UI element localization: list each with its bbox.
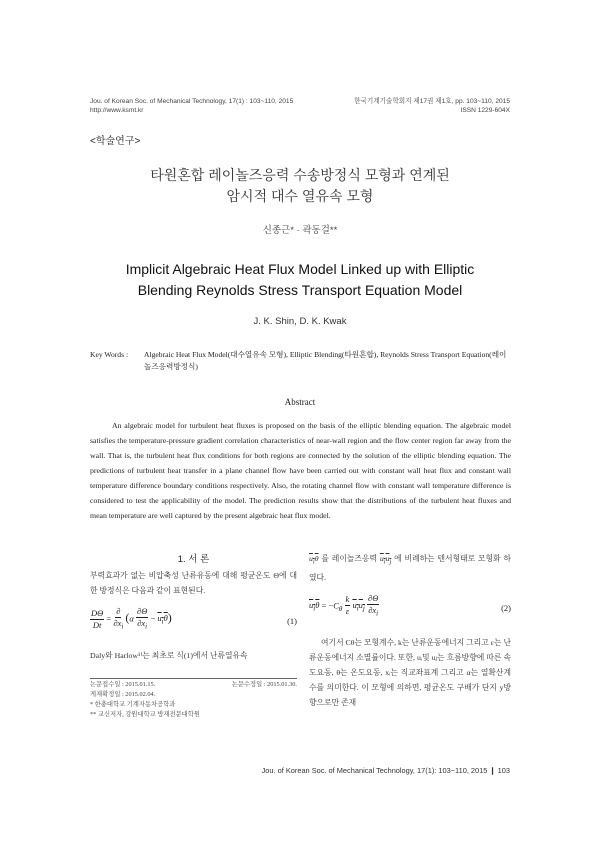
footnotes (90, 680, 297, 720)
journal-citation-korean: 한국기계기술학회지 제17권 제1호, pp. 103~110, 2015 (354, 98, 510, 105)
right-paragraph-1: $u_i\theta$ 를 레이놀즈응력 $u_iu_j$ 에 비례하는 텐서형태로 모형화 하였다. (309, 554, 512, 582)
english-title-line1: Implicit Algebraic Heat Flux Model Linked up with Elliptic (125, 261, 475, 277)
equation-2-number: (2) (501, 602, 511, 613)
equation-2: $u_i\theta = -C_\theta$ $\frac{k}{\varepsilon}$ $u_iu_j$ $\frac{\partial\Theta}{\partial x_i}$ (2) (309, 592, 511, 618)
affiliation-1: * 한충대학교 기계자동차공학과 (90, 701, 176, 708)
journal-url[interactable]: http://www.ksmt.kr (90, 107, 144, 114)
page-footer: Jou. of Korean Soc. of Mechanical Technology, 17(1): 103~110, 2015 ❙ 103 (261, 766, 510, 775)
intro-paragraph-2: Daly와 Harlow¹⁾는 최초로 식(1)에서 난류열유속 (90, 651, 248, 660)
footnote-divider (90, 678, 297, 679)
left-column (90, 551, 297, 663)
eq1-gradient: $\frac{\partial\Theta}{\partial x_i}$ (137, 606, 148, 631)
english-authors: J. K. Shin, D. K. Kwak (253, 316, 347, 327)
intro-paragraph-1: 부력효과가 없는 비압축성 난류유동에 대해 평균온도 Θ에 대한 방정식은 다음과 같이 표현된다. (90, 571, 297, 595)
received-date: 논문접수일 : 2015.01.15. (90, 681, 156, 688)
equation-1-number: (1) (287, 616, 297, 626)
eq1-lhs: $\frac{D\Theta}{Dt}$ (91, 607, 104, 630)
english-title (0, 259, 600, 301)
right-paragraph-2: 여기서 Cθ는 모형계수, k는 난류운동에너지 그리고 ε는 난류운동에너지 소멸률이다. 또한, uᵢ및 uⱼ는 흐름방향에 따른 속도요동, θ는 온도요동, xᵢ는 직교좌표계 그리고 α는 열확산계수를 의미한다. 이 모형에 의하면, 평균온도 구배가 단지 y방향으로만 존재 (309, 637, 511, 707)
running-header-right (354, 97, 510, 115)
eq1-derivative: $\frac{\partial}{\partial x_i}$ (113, 606, 124, 631)
affiliation-2: ** 교신저자, 강원대학교 방재전문대학원 (90, 711, 200, 718)
right-paragraph-1a: 를 레이놀즈응력 (321, 554, 377, 563)
korean-title (0, 165, 600, 207)
eq2-timescale: $\frac{k}{\varepsilon}$ (345, 594, 350, 617)
right-paragraph-1b: 에 비례하는 텐서형태로 모형화 하였다. (309, 554, 512, 582)
keywords-label: Key Words : (90, 350, 129, 359)
issn: ISSN 1229-604X (460, 107, 510, 114)
footnote-dates-row (90, 680, 297, 690)
section-tag: <학술연구> (90, 136, 141, 147)
revised-date: 논문수정일 : 2015.01.30. (231, 681, 297, 688)
accepted-date: 게재확정일 : 2015.02.04. (90, 691, 156, 698)
equation-1: $\frac{D\Theta}{Dt}$ = $\frac{\partial}{\partial x_i}$ (α $\frac{\partial\Theta}{\partial x_i}$ − $u_i\theta$) (1) (91, 606, 297, 631)
keywords-text: Algebraic Heat Flux Model(대수열유속 모형), Elliptic Blending(타원혼합), Reynolds Stress Transport Equation(레이놀즈응력방정식) (144, 350, 507, 371)
section-heading: 1. 서 론 (177, 554, 210, 565)
journal-citation: Jou. of Korean Soc. of Mechanical Technology, 17(1) : 103~110, 2015 (90, 98, 294, 105)
right-column (309, 551, 511, 710)
english-title-line2: Blending Reynolds Stress Transport Equation Model (137, 282, 463, 298)
korean-authors: 신종근* · 곽동걸** (262, 225, 338, 236)
abstract-title: Abstract (284, 397, 316, 407)
running-header-left (90, 97, 293, 115)
eq2-gradient: $\frac{\partial\Theta}{\partial x_i}$ (368, 592, 379, 618)
abstract-body: An algebraic model for turbulent heat fluxes is proposed on the basis of the elliptic blending equation. The algebraic model satisfies the temperature-pressure gradient correlation characteristics of near-wall region and the flow center region far away from the wall. That is, the turbulent heat flux conditions for both regions are connected by the solution of the elliptic blending equation. The predictions of turbulent heat transfer in a plane channel flow have been carried out with constant wall heat flux and constant wall temperature difference boundary conditions respectively. Also, the rotating channel flow with constant wall temperature difference is considered to test the applicability of the model. The prediction results show that the distributions of the turbulent heat fluxes and mean temperature are well captured by the present algebraic heat flux model. (90, 421, 511, 520)
korean-title-line1: 타원혼합 레이놀즈응력 수송방정식 모형과 연계된 (150, 167, 450, 183)
korean-title-line2: 암시적 대수 열유속 모형 (226, 188, 374, 204)
